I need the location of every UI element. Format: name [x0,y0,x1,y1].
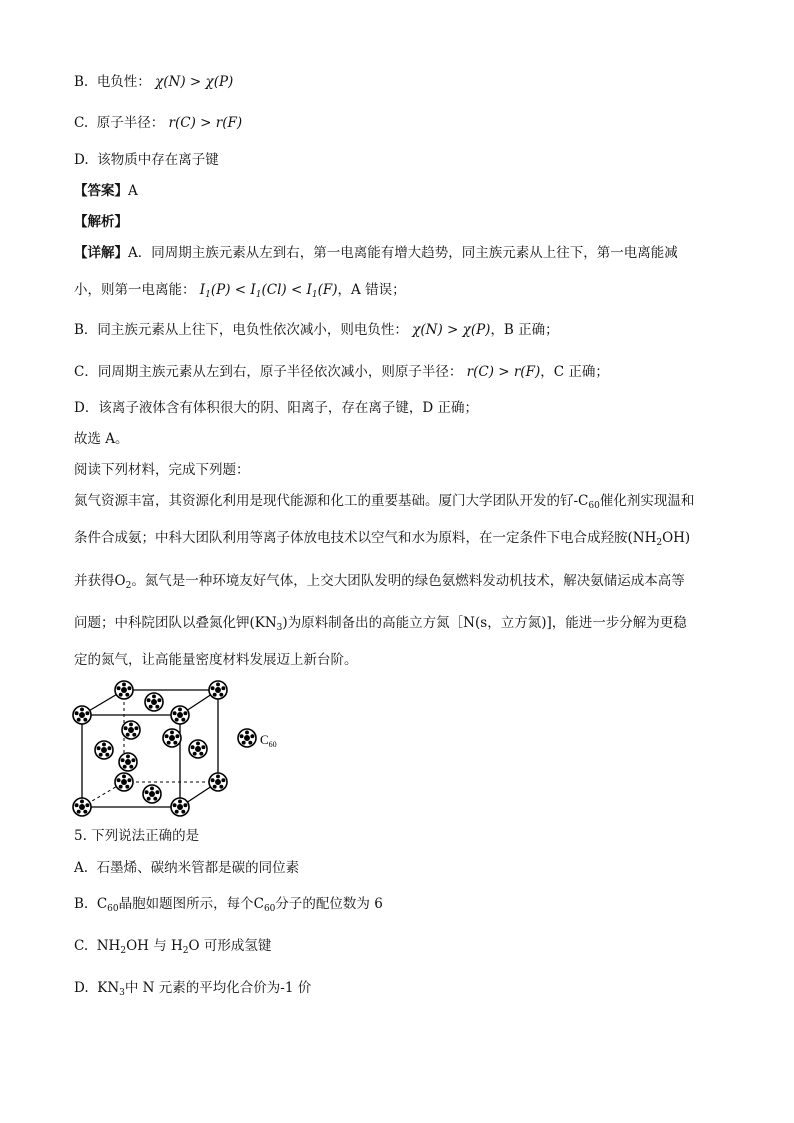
option-text: 分子的配位数为 6 [275,896,383,912]
option-label: D. [74,152,89,168]
option-label: C. [74,115,89,131]
detail-text: B．同主族元素从上往下，电负性依次减小，则电负性： [74,322,408,338]
formula: (KN [249,615,277,631]
conclusion [74,429,129,449]
formula: r(C) > r(F) [168,115,243,131]
passage-line-4 [74,613,687,633]
option-text: 原子半径： [96,115,165,131]
detail-text: ，A 错误； [337,282,406,298]
passage-text: 并获得 [74,573,115,589]
c60-molecule [95,741,113,759]
c60-molecule [171,706,189,724]
c60-molecule [122,721,140,739]
formula-ionization: $I_1(P) < I_1(Cl) < I_1(F)$ [199,282,338,300]
detail-text: ，B 正确； [490,322,559,338]
subscript: 3 [276,623,283,633]
formula: C [96,896,108,912]
detail-a-2 [74,280,406,300]
subscript: 2 [125,581,132,591]
formula: O [188,938,200,954]
passage-text: 定的氮气，让高能量密度材料发展迈上新台阶。 [74,652,358,668]
option-text: 与 [153,938,167,954]
formula: O [114,573,126,589]
detail-text: 小，则第一电离能： [74,282,196,298]
option-text: 石墨烯、碳纳米管都是碳的同位素 [96,860,300,876]
formula: χ(N) > χ(P) [155,74,234,90]
subscript: 60 [263,904,276,914]
formula: OH [126,938,149,954]
formula: KN [97,980,120,996]
answer-line [74,181,138,201]
formula: r(C) > r(F) [466,364,541,380]
c60-molecule [171,798,189,816]
option-label: B. [74,896,89,912]
subscript: 2 [120,946,127,956]
passage-line-5 [74,650,358,670]
passage-line-1 [74,491,694,511]
passage-text: 。氮气是一种环境友好气体，上交大团队发明的绿色氨燃料发动机技术，解决氨储运成本高等 [131,573,685,589]
detail-text: ，C 正确； [540,364,609,380]
passage-text: 阅读下列材料，完成下列题： [74,462,250,478]
q5-stem [74,826,199,846]
legend-c60-icon [238,729,256,747]
passage-text: 氮气资源丰富，其资源化利用是现代能源和化工的重要基础。厦门大学团队开发的钌-C [74,493,589,509]
c60-molecule [209,773,227,791]
detail-c [74,362,609,382]
option-d [74,150,219,170]
formula: C [253,896,264,912]
formula: OH) [662,530,691,546]
option-label: D. [74,980,89,996]
option-text: 电负性： [96,74,151,90]
c60-molecule [115,773,133,791]
detail-tag: 【详解】 [74,245,128,261]
c60-molecule [189,740,207,758]
passage-text: 问题；中科院团队以叠氮化钾 [74,615,250,631]
answer-tag: 【答案】 [74,183,128,199]
c60-molecule [119,753,137,771]
detail-a-1 [74,243,678,263]
option-label: A. [74,860,89,876]
answer-value: A [128,183,138,199]
formula: NH [96,938,121,954]
passage-text: 催化剂实现温和 [599,493,695,509]
analysis-tag: 【解析】 [74,214,128,230]
passage-line-3 [74,571,685,591]
q5-option-b [74,894,383,914]
passage-text: 条件合成氨；中科大团队利用等离子体放电技术以空气和水为原料，在一定条件下电合成羟胺 [74,530,628,546]
c60-molecule [145,693,163,711]
passage-intro [74,460,250,480]
option-label: C. [74,938,89,954]
analysis-line [74,212,128,232]
subscript: 60 [107,904,119,914]
option-text: 中 N 元素的平均化合价为-1 价 [124,980,312,996]
option-text: 晶胞如题图所示，每个 [118,896,254,912]
detail-text: A．同周期主族元素从左到右，第一电离能有增大趋势，同主族元素从上往下，第一电离能减 [128,245,678,261]
option-text: 可形成氢键 [203,938,272,954]
passage-text: 为原料制备出的高能立方氮［N(s，立方氮)]，能进一步分解为更稳 [287,615,687,631]
c60-molecule [73,706,91,724]
c60-molecule [115,681,133,699]
c60-molecule [143,785,161,803]
subscript: 3 [119,988,125,998]
detail-text: D．该离子液体含有体积很大的阴、阳离子，存在离子键，D 正确； [74,400,478,416]
formula: χ(N) > χ(P) [412,322,491,338]
c60-molecule [238,729,256,747]
option-label: B. [74,74,89,90]
detail-d [74,398,478,418]
option-b [74,72,233,92]
detail-text: 故选 A。 [74,431,129,447]
question-text: 5. 下列说法正确的是 [74,828,200,844]
subscript: 60 [588,501,600,511]
subscript: 2 [656,538,663,548]
legend-label: $C_{60}$ [260,732,277,749]
option-c [74,113,242,133]
c60-molecule [73,798,91,816]
c60-molecules [73,681,227,816]
c60-molecule [163,729,181,747]
q5-option-c [74,936,271,956]
detail-b [74,320,559,340]
q5-option-a [74,858,299,878]
formula: H [171,938,183,954]
c60-molecule [209,681,227,699]
formula: (NH [627,530,657,546]
c60-unit-cell-figure [70,672,310,822]
passage-line-2 [74,528,690,548]
q5-option-d [74,978,311,998]
option-text: 该物质中存在离子键 [97,152,219,168]
subscript: 2 [182,946,189,956]
detail-text: C．同周期主族元素从左到右，原子半径依次减小，则原子半径： [74,364,463,380]
formula: ) [282,615,288,631]
